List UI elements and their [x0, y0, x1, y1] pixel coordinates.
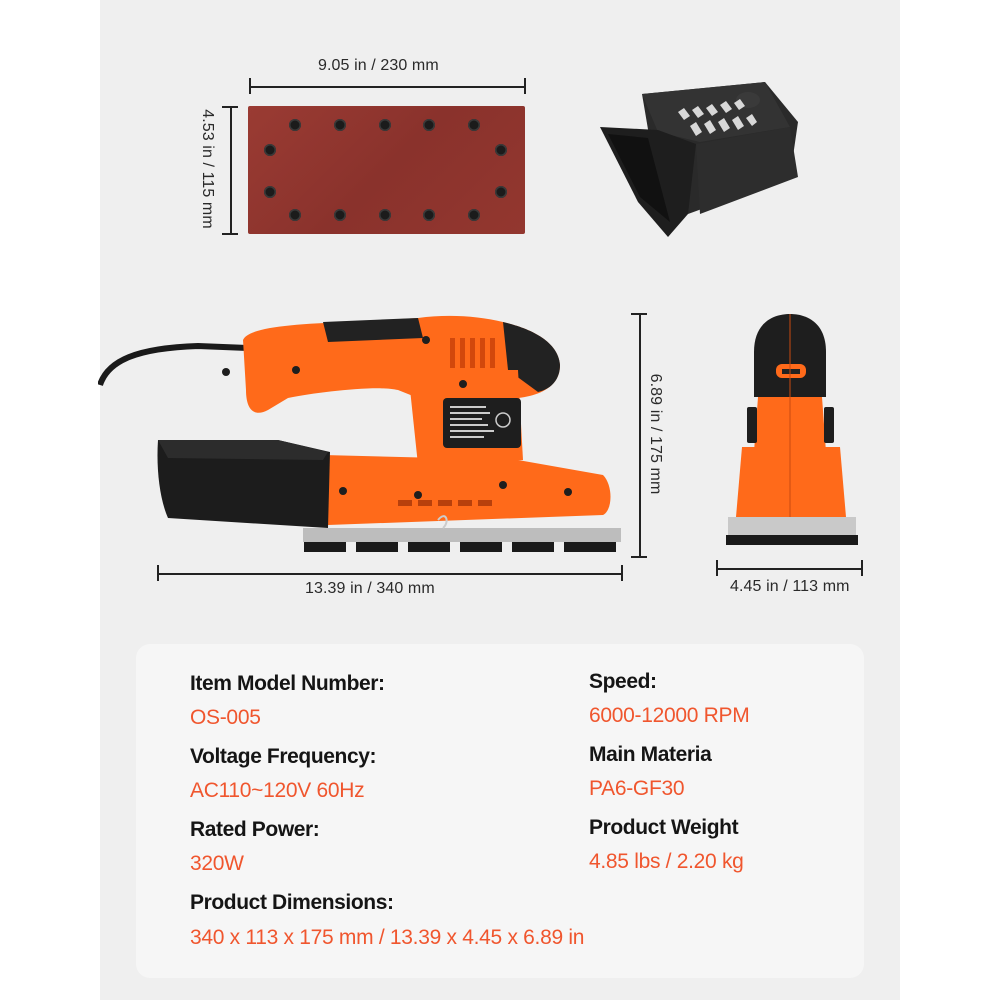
spec-label-model-number: Item Model Number: — [190, 672, 385, 695]
spec-value-speed: 6000-12000 RPM — [589, 704, 750, 727]
dimension-tick — [157, 565, 159, 581]
hole-icon — [289, 119, 301, 131]
sandpaper-height-line — [230, 106, 232, 234]
hole-icon — [495, 144, 507, 156]
spec-value-main-material: PA6-GF30 — [589, 777, 685, 800]
spec-value-product-dimensions: 340 x 113 x 175 mm / 13.39 x 4.45 x 6.89 in — [190, 926, 585, 949]
dimension-tick — [222, 233, 238, 235]
sander-front-view-image — [714, 312, 864, 558]
spec-label-main-material: Main Materia — [589, 743, 712, 766]
spec-label-rated-power: Rated Power: — [190, 818, 320, 841]
sandpaper-height-label: 4.53 in / 115 mm — [199, 109, 216, 229]
hole-icon — [334, 209, 346, 221]
hole-icon — [264, 186, 276, 198]
front-width-label: 4.45 in / 113 mm — [730, 578, 850, 595]
hole-icon — [379, 209, 391, 221]
sandpaper-sheet-image — [248, 106, 525, 234]
hole-icon — [468, 119, 480, 131]
spec-label-speed: Speed: — [589, 670, 657, 693]
dust-box-image — [600, 82, 800, 242]
side-height-line — [639, 313, 641, 557]
dust-collector-icon — [600, 82, 800, 242]
spec-label-product-dimensions: Product Dimensions: — [190, 891, 394, 914]
hole-icon — [423, 119, 435, 131]
dimension-tick — [716, 560, 718, 576]
sandpaper-width-label: 9.05 in / 230 mm — [318, 57, 439, 74]
front-width-line — [717, 568, 862, 570]
dimension-tick — [621, 565, 623, 581]
hole-icon — [264, 144, 276, 156]
orbital-sander-front-icon — [714, 312, 864, 558]
side-length-line — [158, 573, 622, 575]
spec-value-model-number: OS-005 — [190, 706, 261, 729]
dimension-tick — [631, 313, 647, 315]
spec-value-voltage-frequency: AC110~120V 60Hz — [190, 779, 365, 802]
spec-value-rated-power: 320W — [190, 852, 244, 875]
spec-label-voltage-frequency: Voltage Frequency: — [190, 745, 377, 768]
side-height-label: 6.89 in / 175 mm — [647, 373, 664, 495]
side-length-label: 13.39 in / 340 mm — [305, 580, 435, 597]
spec-label-product-weight: Product Weight — [589, 816, 739, 839]
dimension-tick — [524, 78, 526, 94]
hole-icon — [423, 209, 435, 221]
specifications-card — [136, 644, 864, 978]
spec-value-product-weight: 4.85 lbs / 2.20 kg — [589, 850, 744, 873]
hole-icon — [289, 209, 301, 221]
hole-icon — [495, 186, 507, 198]
dimension-tick — [249, 78, 251, 94]
sander-side-view-image — [98, 310, 628, 562]
dimension-tick — [861, 560, 863, 576]
dimension-tick — [222, 106, 238, 108]
hole-icon — [468, 209, 480, 221]
orbital-sander-side-icon — [98, 310, 628, 562]
hole-icon — [379, 119, 391, 131]
hole-icon — [334, 119, 346, 131]
sandpaper-width-line — [249, 86, 525, 88]
dimension-tick — [631, 556, 647, 558]
